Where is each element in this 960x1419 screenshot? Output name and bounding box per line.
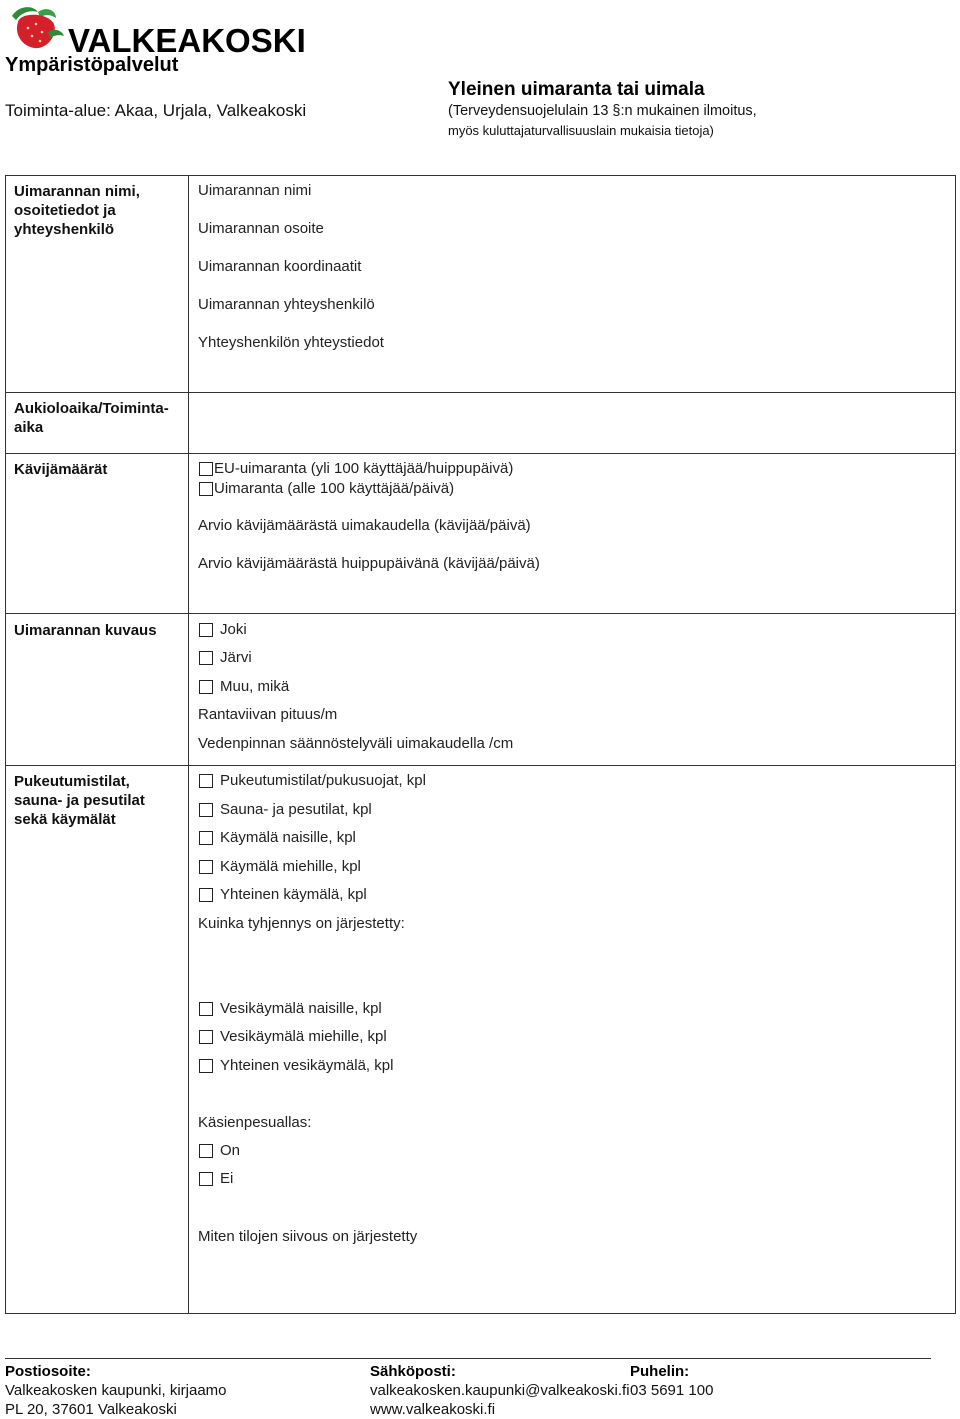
mens-toilet-option-label: Käymälä miehille, kpl — [220, 858, 361, 875]
mens-toilet-option[interactable] — [199, 858, 361, 875]
sauna-washrooms-option[interactable] — [199, 801, 372, 818]
checkbox[interactable] — [199, 803, 213, 817]
row-divider — [5, 613, 956, 614]
department-name: Ympäristöpalvelut — [5, 54, 179, 76]
shared-toilet-option[interactable] — [199, 886, 367, 903]
sink-label: Käsienpesuallas: — [198, 1114, 312, 1131]
checkbox[interactable] — [199, 482, 213, 496]
postal-address-line1: Valkeakosken kaupunki, kirjaamo — [5, 1382, 227, 1399]
sauna-washrooms-option-label: Sauna- ja pesutilat, kpl — [220, 801, 372, 818]
visitors-section-label: Kävijämäärät — [14, 461, 108, 478]
hours-section-label: Aukioloaika/Toiminta-aika — [14, 400, 169, 436]
form-subtitle: (Terveydensuojelulain 13 §:n mukainen ilmoitus, — [448, 103, 757, 119]
other-water-option[interactable] — [199, 678, 289, 695]
phone-heading: Puhelin: — [630, 1363, 690, 1380]
checkbox[interactable] — [199, 1144, 213, 1158]
checkbox[interactable] — [199, 860, 213, 874]
season-visitors-field[interactable]: Arvio kävijämäärästä uimakaudella (kävijää/päivä) — [198, 517, 531, 534]
footer-rule — [5, 1358, 931, 1359]
beach-coordinates-field[interactable]: Uimarannan koordinaatit — [198, 258, 362, 275]
row-divider — [5, 765, 956, 766]
sink-yes-option-label: On — [220, 1142, 241, 1159]
form-title: Yleinen uimaranta tai uimala — [448, 79, 705, 100]
checkbox[interactable] — [199, 1172, 213, 1186]
postal-address-line2: PL 20, 37601 Valkeakoski — [5, 1401, 177, 1418]
other-water-option-label: Muu, mikä — [220, 678, 290, 695]
email-heading: Sähköposti: — [370, 1363, 456, 1380]
strawberry-logo-icon — [4, 2, 68, 56]
eu-beach-option[interactable] — [199, 460, 513, 477]
small-beach-option[interactable] — [199, 480, 454, 497]
beach-name-field[interactable]: Uimarannan nimi — [198, 182, 312, 199]
valkeakoski-logo — [4, 2, 306, 59]
contact-section-label: Uimarannan nimi, osoitetiedot ja yhteyshenkilö — [14, 183, 140, 238]
dressing-rooms-option-label: Pukeutumistilat/pukusuojat, kpl — [220, 772, 426, 789]
mens-water-toilet-option[interactable] — [199, 1028, 387, 1045]
sink-no-option-label: Ei — [220, 1170, 234, 1187]
lake-option[interactable] — [199, 649, 252, 666]
postal-heading: Postiosoite: — [5, 1363, 91, 1380]
email-address[interactable]: valkeakosken.kaupunki@valkeakoski.fi — [370, 1382, 630, 1399]
column-divider — [188, 175, 189, 1314]
checkbox[interactable] — [199, 1030, 213, 1044]
dressing-rooms-option[interactable] — [199, 772, 426, 789]
checkbox[interactable] — [199, 651, 213, 665]
eu-beach-option-label: EU-uimaranta (yli 100 käyttäjää/huippupäivä) — [214, 460, 514, 477]
row-divider — [5, 453, 956, 454]
shoreline-length-field[interactable]: Rantaviivan pituus/m — [198, 706, 338, 723]
facilities-section-label: Pukeutumistilat, sauna- ja pesutilat sekä käymälät — [14, 773, 145, 828]
sink-yes-option[interactable] — [199, 1142, 240, 1159]
womens-toilet-option[interactable] — [199, 829, 356, 846]
cleaning-arrangement-field[interactable]: Miten tilojen siivous on järjestetty — [198, 1228, 418, 1245]
peak-day-visitors-field[interactable]: Arvio kävijämäärästä huippupäivänä (kävijää/päivä) — [198, 555, 540, 572]
checkbox[interactable] — [199, 888, 213, 902]
checkbox[interactable] — [199, 1002, 213, 1016]
water-level-range-field[interactable]: Vedenpinnan säännöstelyväli uimakaudella /cm — [198, 735, 514, 752]
womens-water-toilet-option-label: Vesikäymälä naisille, kpl — [220, 1000, 382, 1017]
hours-field[interactable] — [190, 394, 954, 452]
logo-wordmark: VALKEAKOSKI — [68, 22, 306, 59]
checkbox[interactable] — [199, 462, 213, 476]
river-option[interactable] — [199, 621, 247, 638]
beach-address-field[interactable]: Uimarannan osoite — [198, 220, 324, 237]
small-beach-option-label: Uimaranta (alle 100 käyttäjää/päivä) — [214, 480, 455, 497]
contact-details-field[interactable]: Yhteyshenkilön yhteystiedot — [198, 334, 384, 351]
service-area: Toiminta-alue: Akaa, Urjala, Valkeakoski — [5, 101, 307, 120]
row-divider — [5, 392, 956, 393]
shared-toilet-option-label: Yhteinen käymälä, kpl — [220, 886, 367, 903]
shared-water-toilet-option[interactable] — [199, 1057, 393, 1074]
mens-water-toilet-option-label: Vesikäymälä miehille, kpl — [220, 1028, 387, 1045]
website-link[interactable]: www.valkeakoski.fi — [370, 1401, 496, 1418]
checkbox[interactable] — [199, 774, 213, 788]
phone-number[interactable]: 03 5691 100 — [630, 1382, 714, 1399]
checkbox[interactable] — [199, 680, 213, 694]
form-subtitle-note: myös kuluttajaturvallisuuslain mukaisia tietoja) — [448, 123, 714, 138]
checkbox[interactable] — [199, 831, 213, 845]
sink-no-option[interactable] — [199, 1170, 233, 1187]
womens-water-toilet-option[interactable] — [199, 1000, 382, 1017]
description-section-label: Uimarannan kuvaus — [14, 622, 157, 639]
contact-person-field[interactable]: Uimarannan yhteyshenkilö — [198, 296, 375, 313]
lake-option-label: Järvi — [220, 649, 252, 666]
emptying-arrangement-field[interactable]: Kuinka tyhjennys on järjestetty: — [198, 915, 405, 932]
womens-toilet-option-label: Käymälä naisille, kpl — [220, 829, 356, 846]
river-option-label: Joki — [220, 621, 247, 638]
checkbox[interactable] — [199, 1059, 213, 1073]
checkbox[interactable] — [199, 623, 213, 637]
shared-water-toilet-option-label: Yhteinen vesikäymälä, kpl — [220, 1057, 394, 1074]
